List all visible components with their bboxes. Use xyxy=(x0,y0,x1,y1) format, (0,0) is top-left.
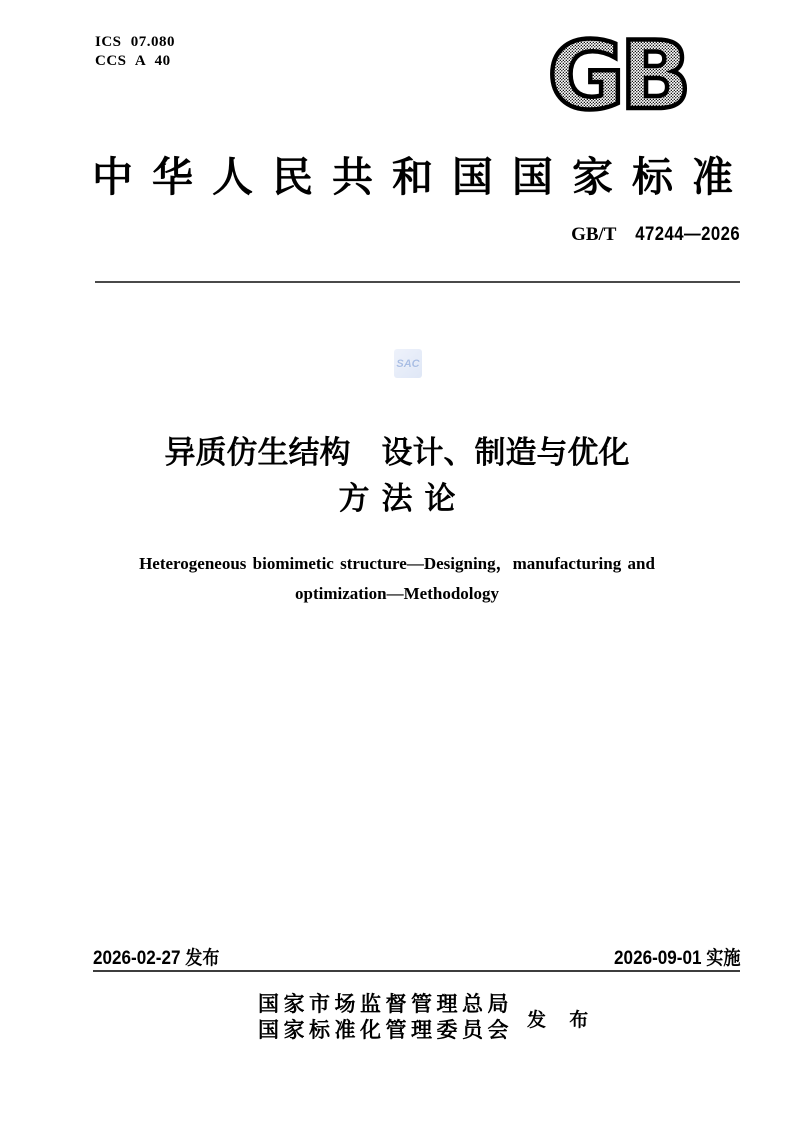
gb-logo-text: GB xyxy=(547,28,687,120)
title-chinese xyxy=(0,430,794,522)
publisher-line1: 国家市场监督管理总局 xyxy=(258,992,513,1016)
classification-codes xyxy=(95,33,175,71)
title-english xyxy=(0,549,794,609)
standard-number-prefix: GB/T xyxy=(571,224,617,245)
standard-number-value: 47244—2026 xyxy=(635,224,740,245)
header-rule xyxy=(95,281,740,283)
title-english-line2: optimization—Methodology xyxy=(295,584,499,603)
issue-date: 2026-02-27 发布 xyxy=(93,948,220,969)
footer-rule xyxy=(93,970,740,972)
publish-label: 发 布 xyxy=(527,1010,598,1031)
title-chinese-line2: 方法论 xyxy=(338,481,468,516)
gb-logo-graphic xyxy=(540,28,695,120)
sac-watermark-text: SAC xyxy=(396,357,420,370)
standard-number xyxy=(571,224,740,246)
title-english-line1: Heterogeneous biomimetic structure—Designing，manufacturing and xyxy=(139,554,655,573)
sac-watermark xyxy=(394,349,422,378)
publisher-block xyxy=(258,991,513,1043)
ccs-code: CCS A 40 xyxy=(95,53,171,69)
implementation-date: 2026-09-01 实施 xyxy=(613,948,740,969)
gb-logo xyxy=(540,28,695,120)
publisher-line2: 国家标准化管理委员会 xyxy=(258,1018,513,1042)
date-row xyxy=(93,943,740,970)
national-standard-heading: 中华人民共和国国家标准 xyxy=(92,154,752,200)
title-chinese-line1: 异质仿生结构 设计、制造与优化 xyxy=(164,435,630,470)
ics-code: ICS 07.080 xyxy=(95,34,176,50)
